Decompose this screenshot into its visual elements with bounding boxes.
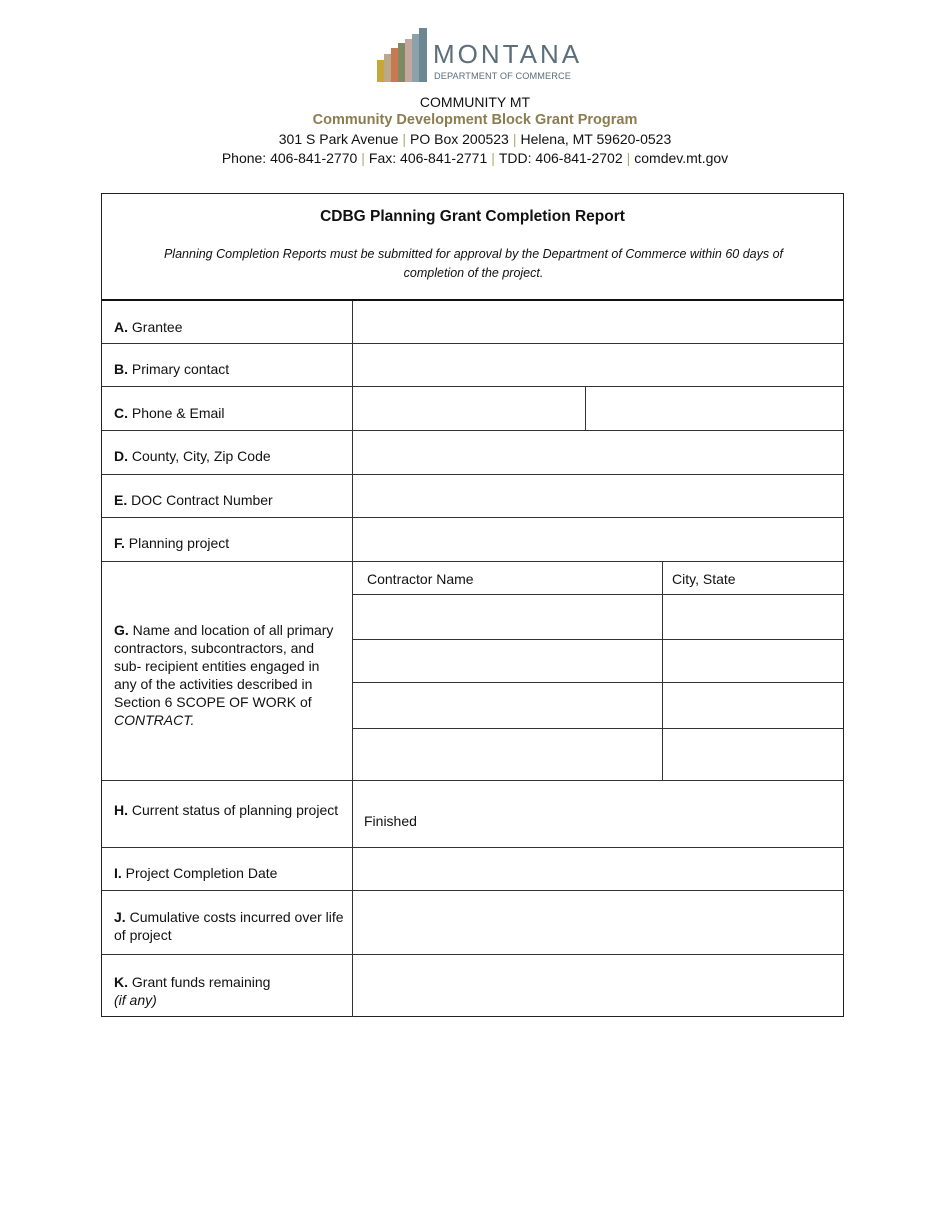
contractor-name-field[interactable]	[353, 683, 662, 728]
address-city: Helena, MT 59620-0523	[520, 131, 672, 147]
contractor-name-field[interactable]	[353, 640, 662, 682]
label-contract-number	[114, 491, 273, 509]
contact-line	[0, 149, 950, 167]
completion-date-field[interactable]	[353, 848, 843, 890]
row-letter: K.	[114, 974, 128, 990]
logo-wordmark: MONTANA	[433, 39, 583, 69]
address-po-box: PO Box 200523	[410, 131, 509, 147]
form-instructions: Planning Completion Reports must be submitted for approval by the Department of Commerce within 60 days of completion of the project.	[163, 247, 784, 280]
label-cumulative-costs	[114, 908, 344, 944]
row-label: Phone & Email	[131, 405, 225, 421]
contact-website[interactable]: comdev.mt.gov	[634, 150, 729, 166]
row-label: Cumulative costs incurred over life of project	[114, 909, 344, 943]
contact-phone: Phone: 406-841-2770	[221, 150, 358, 166]
address-street: 301 S Park Avenue	[278, 131, 399, 147]
completion-report-form	[101, 193, 844, 1017]
row-label: Planning project	[128, 535, 230, 551]
label-completion-date	[114, 864, 277, 882]
grantee-field[interactable]	[353, 301, 843, 343]
row-letter: H.	[114, 802, 128, 818]
contractor-location-field[interactable]	[663, 729, 843, 780]
contractor-location-field[interactable]	[663, 640, 843, 682]
row-letter: B.	[114, 361, 128, 377]
row-letter: C.	[114, 405, 128, 421]
label-phone-email	[114, 404, 225, 422]
row-divider	[102, 780, 843, 781]
label-county-city-zip	[114, 447, 271, 465]
contract-number-field[interactable]	[353, 475, 843, 517]
email-field[interactable]	[586, 387, 843, 430]
separator: |	[361, 150, 365, 166]
row-label: Grant funds remaining	[131, 974, 271, 990]
label-grant-funds-remaining	[114, 973, 270, 1009]
current-status-field[interactable]: Finished	[364, 813, 417, 829]
form-title: CDBG Planning Grant Completion Report	[320, 208, 625, 225]
row-label-note: (if any)	[114, 992, 157, 1008]
row-letter: F.	[114, 535, 125, 551]
contractor-location-field[interactable]	[663, 683, 843, 728]
separator: |	[626, 150, 631, 166]
contractor-location-header: City, State	[672, 571, 736, 587]
row-label: Current status of planning project	[131, 802, 339, 818]
row-letter: G.	[114, 622, 129, 638]
address-line	[0, 130, 950, 148]
contractor-location-field[interactable]	[663, 595, 843, 639]
row-label: County, City, Zip Code	[131, 448, 271, 464]
contact-tdd: TDD: 406-841-2702	[498, 150, 623, 166]
row-divider	[102, 561, 843, 562]
cumulative-costs-field[interactable]	[353, 891, 843, 954]
label-contractors	[114, 621, 340, 729]
logo-bars-icon	[377, 28, 429, 82]
contractor-name-field[interactable]	[353, 595, 662, 639]
row-label: Project Completion Date	[125, 865, 278, 881]
row-letter: D.	[114, 448, 128, 464]
county-city-zip-field[interactable]	[353, 431, 843, 474]
org-name: COMMUNITY MT	[419, 94, 531, 110]
label-primary-contact	[114, 360, 229, 378]
contractor-name-field[interactable]	[353, 729, 662, 780]
planning-project-field[interactable]	[353, 518, 843, 561]
label-planning-project	[114, 534, 229, 552]
logo-bar	[419, 28, 427, 82]
label-current-status	[114, 801, 340, 819]
row-label: DOC Contract Number	[131, 492, 273, 508]
logo-department: DEPARTMENT OF COMMERCE	[434, 71, 571, 81]
row-label-italic: CONTRACT.	[114, 712, 195, 728]
grant-funds-remaining-field[interactable]	[353, 955, 843, 1017]
row-letter: J.	[114, 909, 126, 925]
row-label: Grantee	[131, 319, 183, 335]
row-letter: I.	[114, 865, 122, 881]
row-letter: E.	[114, 492, 128, 508]
phone-field[interactable]	[353, 387, 585, 430]
separator: |	[491, 150, 495, 166]
row-label: Name and location of all primary contractors, subcontractors, and sub- recipient entities engaged in any of the activities described in Section 6 SCOPE OF WORK of	[114, 622, 334, 710]
contact-fax: Fax: 406-841-2771	[368, 150, 488, 166]
row-letter: A.	[114, 319, 128, 335]
separator: |	[402, 131, 406, 147]
contractor-name-header: Contractor Name	[367, 571, 474, 587]
label-grantee	[114, 318, 182, 336]
separator: |	[512, 131, 517, 147]
montana-commerce-logo	[377, 28, 583, 84]
program-name: Community Development Block Grant Program	[312, 112, 638, 128]
row-label: Primary contact	[131, 361, 230, 377]
primary-contact-field[interactable]	[353, 344, 843, 386]
